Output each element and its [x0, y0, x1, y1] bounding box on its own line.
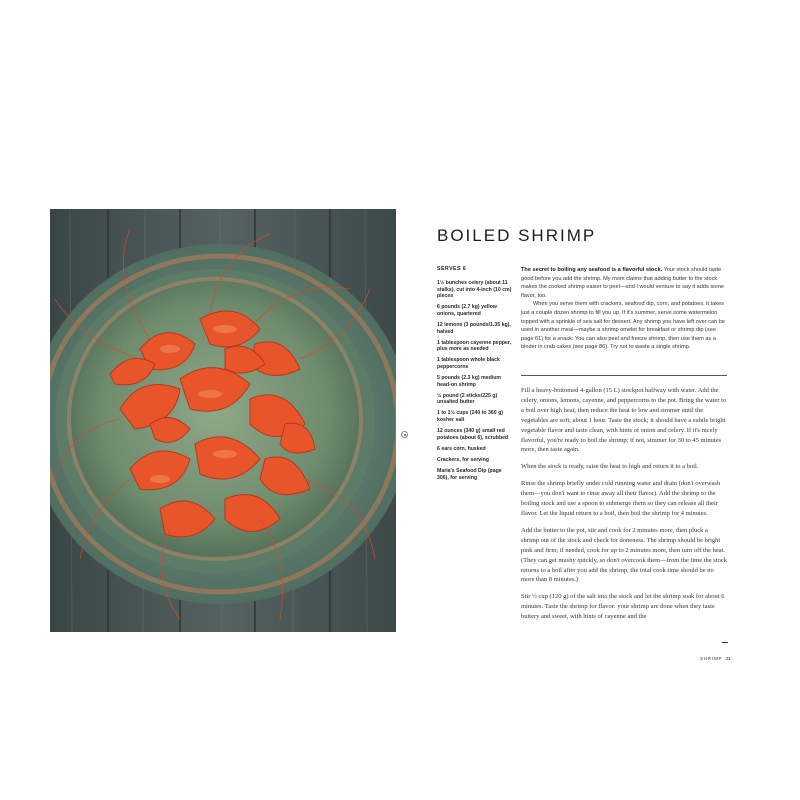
method-step: When the stock is ready, raise the heat to high and return it to a boil. [521, 463, 699, 471]
ingredient-item: 1 to 1½ cups (240 to 360 g) kosher salt [437, 410, 504, 423]
intro-lead: The secret to boiling any seafood is a flavorful stock. [521, 267, 663, 273]
intro-paragraph-1 [521, 266, 727, 300]
ingredient-item: 6 ears corn, husked [437, 445, 486, 452]
ingredient-item: 12 lemons (3 pounds/1.35 kg), halved [437, 321, 511, 335]
method-steps [521, 386, 727, 629]
ingredient-item: 6 pounds (2.7 kg) yellow onions, quartered [437, 304, 497, 317]
section-divider [521, 375, 727, 376]
ingredient-item: ½ pound (2 sticks/225 g) unsalted butter [437, 392, 498, 406]
method-step: Add the butter to the pot, stir and cook for 2 minutes more, then pluck a shrimp out of the stock and check for doneness. The shrimp should be bright pink and firm; if needed, cook for up to 2 minutes more, then turn off the heat. (They can get mushy quickly, so don't overcook them—from the time the stock returns to a boil after you add the shrimp, the total cook time should be no more than 8 minutes.) [521, 526, 727, 584]
method-step: Stir ½ cup (120 g) of the salt into the stock and let the shrimp soak for about 6 minutes. Taste the shrimp for flavor: your shrimp are done when they taste buttery and sweet, with hints of cayenne and the [521, 593, 725, 621]
serves-label: SERVES 6 [437, 266, 467, 272]
shrimp-photo [50, 209, 396, 632]
recipe-title: BOILED SHRIMP [437, 226, 597, 245]
page-number: 31 [725, 657, 731, 662]
ingredient-item: 5 pounds (2.3 kg) medium head-on shrimp [437, 375, 501, 388]
shrimp-bowl-illustration [50, 209, 396, 632]
intro-paragraph-2: When you serve them with crackers, seafood dip, corn, and potatoes, it takes just a couple dozen shrimp to fill you up. If it's summer, serve some watermelon topped with a sprinkle of sea salt for dessert. Any shrimp you have left over can be used in another meal—maybe a shrimp omelet for breakfast or shrimp dip (see page 61) for a snack. You can also peel and freeze shrimp, then use them as a binder in crab cakes (see page 86). Try not to waste a single shrimp. [521, 301, 725, 351]
ingredients-column [437, 266, 513, 486]
page-footer [700, 647, 731, 665]
footer-rule [722, 642, 728, 643]
method-step: Fill a heavy-bottomed 4-gallon (15 L) stockpot halfway with water. Add the celery, onions, lemons, cayenne, and peppercorns to the pot. Bring the water to a boil over high heat, then reduce the heat to low and simmer until the vegetables are soft, about 1 hour. Taste the stock; it should have a subtle bright vegetable flavor and taste clean, with hints of onion and celery. If it's nicely flavorful, you're ready to boil the shrimp; if not, simmer for 30 to 45 minutes more, then taste again. [521, 387, 727, 454]
ingredient-item: Maria's Seafood Dip (page 306), for serving [437, 467, 502, 481]
method-step: Rinse the shrimp briefly under cold running water and drain (don't overwash them—you don't want to rinse away all their flavor). Add the shrimp to the boiling stock and use a spoon to submerge them so they can release all their flavor. Let the liquid return to a boil, then boil the shrimp for 4 minutes. [521, 480, 721, 517]
ingredient-item: Crackers, for serving [437, 456, 489, 463]
intro-lead-rest: Your stock should taste good before you add the shrimp. My mom claims that adding butter to the stock makes the cooked shrimp easier to peel—and I would venture to say it adds some flavor, too. [521, 267, 725, 299]
ingredient-item: 12 ounces (340 g) small red potatoes (about 6), scrubbed [437, 428, 509, 441]
ingredient-item: 1 tablespoon cayenne pepper, plus more as needed [437, 339, 512, 353]
gutter-registration-mark [401, 431, 408, 438]
section-name: SHRIMP [700, 656, 723, 661]
ingredient-item: 1½ bunches celery (about 11 stalks), cut into 4-inch (10 cm) pieces [437, 280, 512, 300]
recipe-intro [521, 266, 727, 352]
ingredient-item: 1 tablespoon whole black peppercorns [437, 357, 500, 370]
